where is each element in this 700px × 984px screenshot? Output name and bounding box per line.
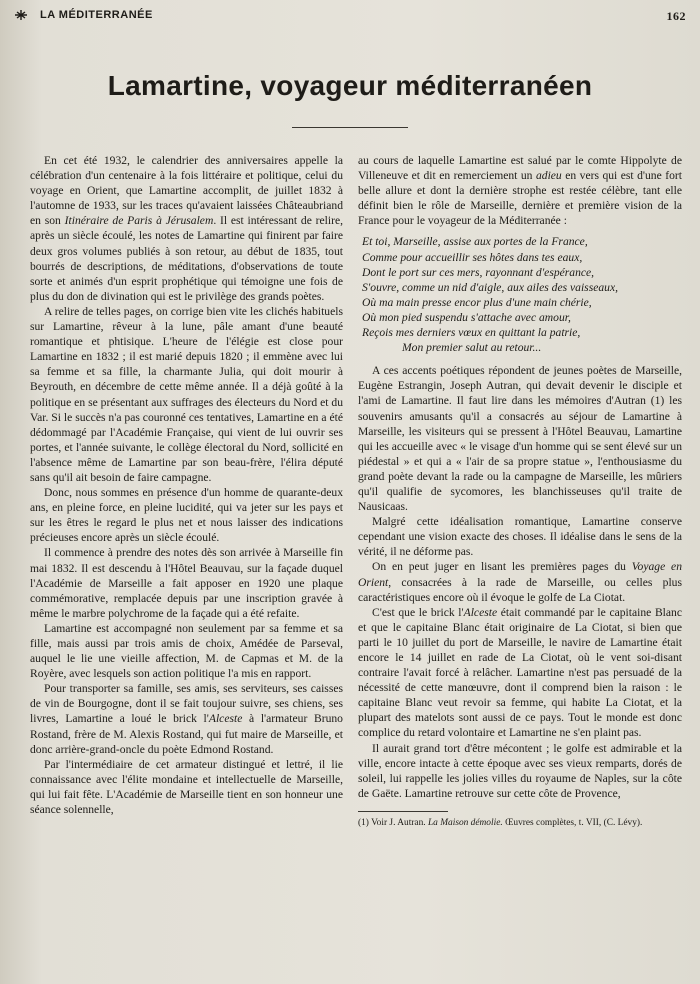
paragraph: Malgré cette idéalisation romantique, Lamartine conserve cependant une vision exacte des choses. Il idéalise dans le sens de la vérité, il ne déforme pas. xyxy=(358,515,682,559)
poem-stanza xyxy=(362,234,682,355)
paragraph: Il aurait grand tort d'être mécontent ; le golfe est admirable et la ville, encore intacte à cette époque avec ses vieux remparts, dorés de soleil, lui rappelle les jolies villes du royaume de Naples, sur la côte de Gaëte. Lamartine retrouve sur cette côte de Provence, xyxy=(358,741,682,800)
left-column xyxy=(30,153,343,817)
poem-line: Où mon pied suspendu s'attache avec amour, xyxy=(362,310,571,324)
paragraph: C'est que le brick l'Alceste était commandé par le capitaine Blanc et que le capitaine Blanc était originaire de La Ciotat, si bien que parti le 10 juillet du port de Marseille, le navire de Lamartine était encore le 14 juillet en rade de La Ciotat, où le vent soi-disant contraire l'avait forcé à relâcher. Lamartine n'est pas persuadé de la nécessité de cette manœuvre, dont il comprend bien la raison : le capitaine Blanc veut revoir sa femme, qui habite La Ciotat, et la plupart des matelots sont aussi de ce pays. Tout le monde est donc complice du retard volontaire et Lamartine ne s'en plaint pas. xyxy=(358,605,682,740)
poem-line: Dont le port sur ces mers, rayonnant d'espérance, xyxy=(362,265,595,279)
poem-line: S'ouvre, comme un nid d'aigle, aux ailes des vaisseaux, xyxy=(362,280,618,294)
poem-line: Mon premier salut au retour... xyxy=(402,341,542,355)
paragraph: A relire de telles pages, on corrige bien vite les clichés habituels sur Lamartine, rêveur à la lune, pâle amant d'une beauté romantique et phtisique. L'heure de l'élégie est close pour Lamartine en 1832 ; il est marié depuis 1820 ; il emmène avec lui sa femme et sa fille, la charmante Julia, qui doit mourir à Beyrouth, en décembre de cette même année. Il a déjà goûté à la politique en se présentant aux suffrages des électeurs du Nord et du Var. Si le succès n'a pas couronné ces tentatives, Lamartine en a été dédommagé par l'Académie Française, qui vient de lui ouvrir ses portes, et l'année suivante, le collège électoral du Nord, sollicité en l'absence même de Lamartine par son beau-frère, l'élira député sans qu'il ait besoin de faire campagne. xyxy=(30,304,343,484)
footnote-divider xyxy=(358,811,448,812)
right-column xyxy=(358,153,682,829)
paragraph: Par l'intermédiaire de cet armateur distingué et lettré, il lie connaissance avec l'élite mondaine et intellectuelle de Marseille, qui lui fait fête. L'Académie de Marseille tient en son honneur une séance solennelle, xyxy=(30,757,343,817)
poem-line: Reçois mes derniers vœux en quittant la patrie, xyxy=(362,326,581,340)
paragraph: A ces accents poétiques répondent de jeunes poètes de Marseille, Eugène Estrangin, Joseph Autran, qui devait devenir le disciple et l'ami de Lamartine. Il faut lire dans les mémoires d'Autran (1) les souvenirs amusants qu'il a consacrés au séjour de Lamartine à Marseille, les visiteurs qui se pressent à l'Hôtel Beauvau, Lamartine qui les accueille avec « le visage d'un homme qui se sent élevé sur un piédestal » et qui a « l'air de sa propre statue », l'enthousiasme du grand poète devant la rade ou la campagne de Marseille, les mûriers qu'il qualifie de sycomores, les blanchisseuses qu'il traite de Nausicaas. xyxy=(358,364,682,514)
title-divider xyxy=(292,127,408,128)
ornament-icon xyxy=(14,8,28,22)
article-title: Lamartine, voyageur méditerranéen xyxy=(107,70,593,101)
poem-line: Comme pour accueillir ses hôtes dans tes eaux, xyxy=(362,250,583,264)
footnote: (1) Voir J. Autran. La Maison démolie. Œuvres complètes, t. VII, (C. Lévy). xyxy=(358,817,643,828)
paragraph: Lamartine est accompagné non seulement par sa femme et sa fille, mais aussi par trois amis de choix, Amédée de Parseval, auquel le lie une vieille affection, M. de Capmas et M. de la Royère, avec lesquels son action politique l'a mis en rapport. xyxy=(30,621,343,681)
running-head xyxy=(14,6,686,26)
paragraph: au cours de laquelle Lamartine est salué par le comte Hippolyte de Villeneuve et dit en remerciement un adieu en vers qui est d'une fort belle allure et dont la dernière strophe est restée célèbre, tant elle définit bien le rôle de Marseille, dernière et première vision de la France pour le voyageur de la Méditerranée : xyxy=(358,154,682,228)
paragraph: On en peut juger en lisant les premières pages du Voyage en Orient, consacrées à la rade de Marseille, ou celles plus caractéristiques encore où il évoque le golfe de La Ciotat. xyxy=(358,560,682,604)
poem-line: Où ma main presse encor plus d'une main chérie, xyxy=(362,295,592,309)
paragraph: Donc, nous sommes en présence d'un homme de quarante-deux ans, en pleine force, en pleine lucidité, qui va jeter sur les pays et sur les êtres le regard le plus net et nous laisser des indications précieuses encore après un siècle écoulé. xyxy=(30,486,343,545)
poem-line: Et toi, Marseille, assise aux portes de la France, xyxy=(362,235,588,249)
paragraph: Il commence à prendre des notes dès son arrivée à Marseille fin mai 1832. Il est descendu à l'Hôtel Beauvau, sur la façade duquel l'Académie de Marseille a fait apposer en 1920 une plaque commémorative, remplacée depuis par une inscription gravée à même le marbre polychrome de la façade qui a été refaite. xyxy=(30,546,343,620)
paragraph: Pour transporter sa famille, ses amis, ses serviteurs, ses caisses de vin de Bourgogne, dont il se fait toujour suivre, ses chiens, ses livres, Lamartine a loué le brick l'Alceste à l'armateur Bruno Rostand, frère de M. Alexis Rostand, qui fut maire de Marseille, et donc arrière-grand-oncle du poète Edmond Rostand. xyxy=(30,682,343,756)
journal-name: LA MÉDITERRANÉE xyxy=(40,9,153,21)
paragraph: En cet été 1932, le calendrier des anniversaires appelle la célébration d'un centenaire à la fois littéraire et politique, celui du voyage en Orient, que Lamartine accomplit, de juillet 1832 à l'automne de 1933, sur les traces qu'avaient laissées Châteaubriand en son Itinéraire de Paris à Jérusalem. Il est intéressant de relire, après un siècle écoulé, les notes de Lamartine qui finirent par faire deux gros volumes publiés à son retour, au début de 1835, tout bourrés de descriptions, de méditations, d'observations de toute sorte et animés d'un esprit prophétique qui témoigne une fois de plus du don de divination qui est le privilège des grands poètes. xyxy=(30,154,343,303)
page-number: 162 xyxy=(666,9,686,23)
